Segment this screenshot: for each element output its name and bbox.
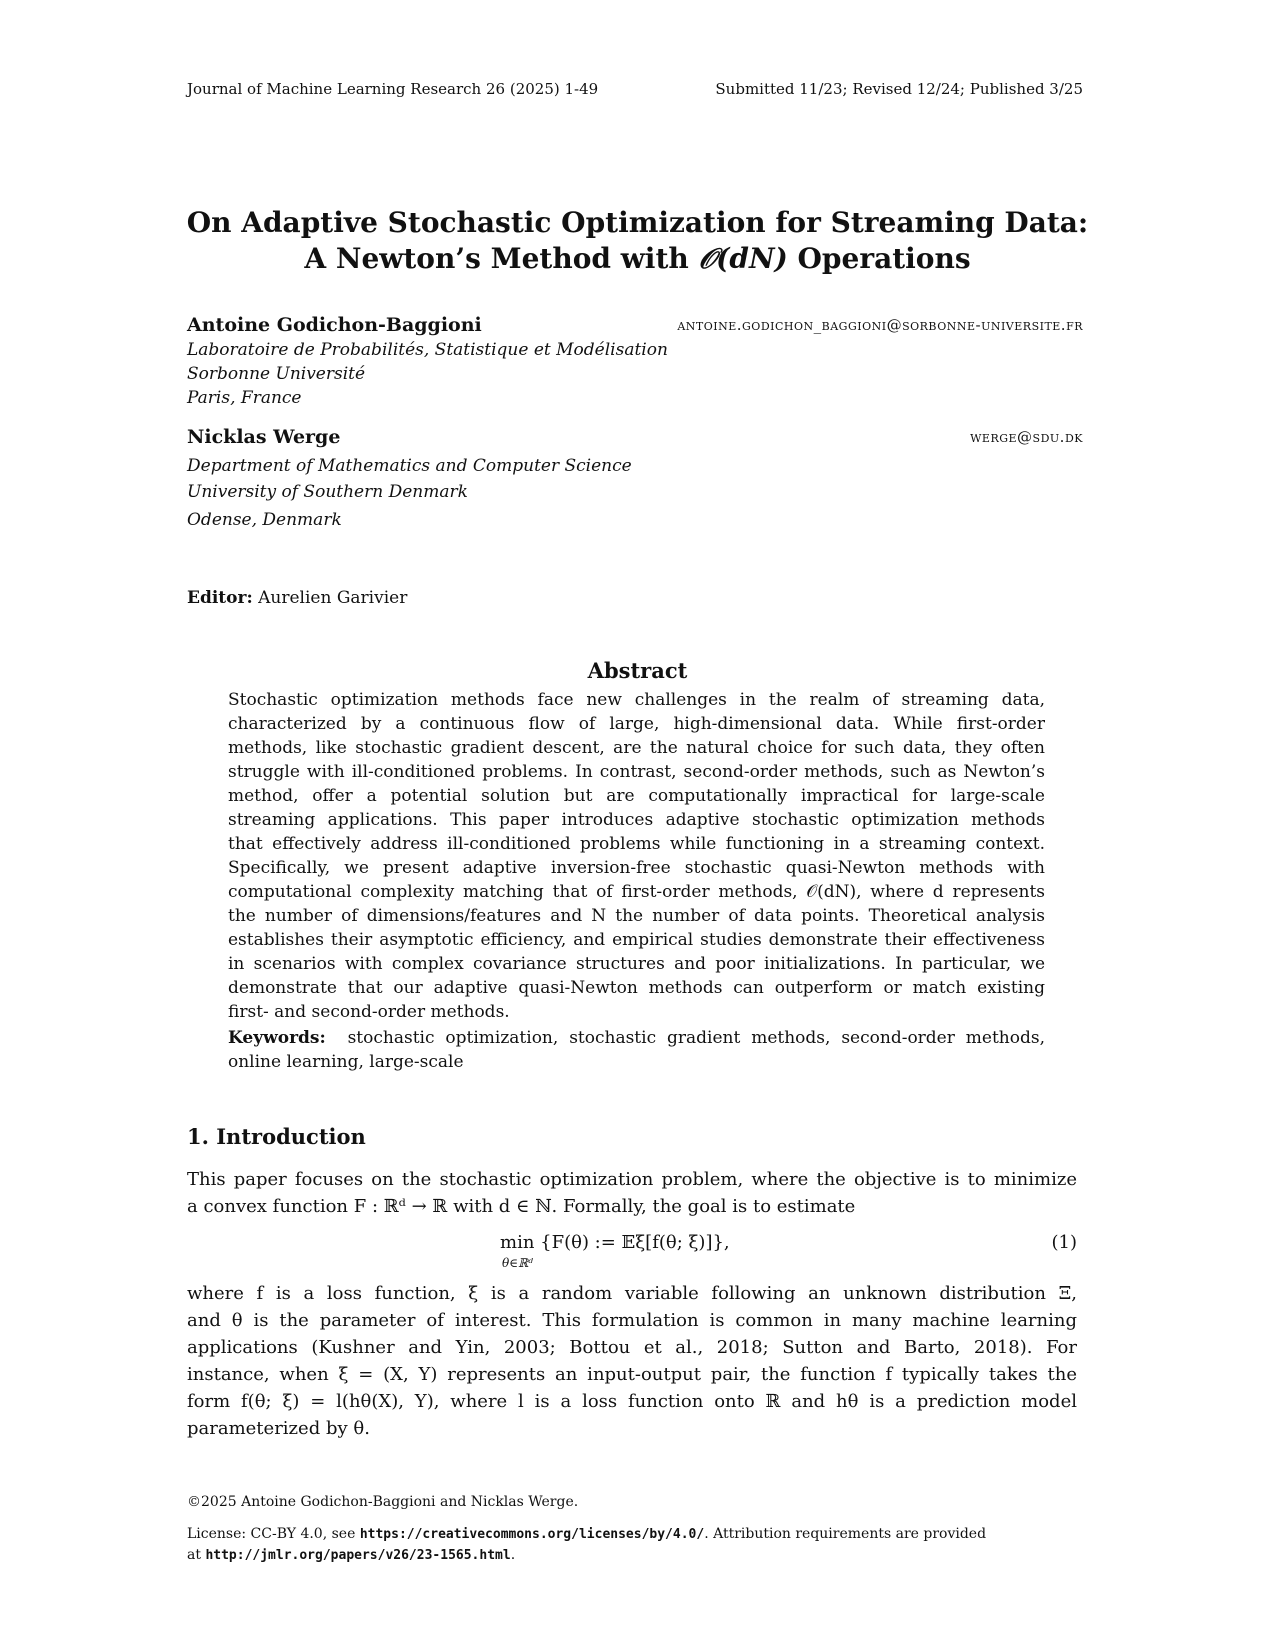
author-name-1: Antoine Godichon-Baggioni: [187, 314, 482, 336]
author-affiliation-2-line-2: University of Southern Denmark: [187, 482, 468, 502]
abstract-line: establishes their asymptotic efficiency, and empirical studies demonstrate their effectiveness: [228, 930, 1045, 950]
license-notice: License: CC-BY 4.0, see https://creativecommons.org/licenses/by/4.0/. Attribution requirements are provided at http://jmlr.org/papers/v26/23-1565.html.: [187, 1526, 987, 1563]
author-affiliation-1-line-3: Paris, France: [187, 388, 302, 408]
complexity-notation: 𝒪(dN): [698, 242, 788, 275]
keywords-line-1: Keywords: stochastic optimization, stochastic gradient methods, second-order methods,: [228, 1028, 1045, 1048]
abstract-line: methods, like stochastic gradient descent, are the natural choice for such data, they often: [228, 738, 1045, 758]
copyright-notice: ©2025 Antoine Godichon-Baggioni and Nicklas Werge.: [187, 1494, 579, 1510]
abstract-line: first- and second-order methods.: [228, 1002, 510, 1022]
body-line: This paper focuses on the stochastic optimization problem, where the objective is to minimize: [187, 1169, 1077, 1190]
abstract-line: demonstrate that our adaptive quasi-Newton methods can outperform or match existing: [228, 978, 1045, 998]
abstract-line: Specifically, we present adaptive inversion-free stochastic quasi-Newton methods with: [228, 858, 1045, 878]
license-link[interactable]: https://creativecommons.org/licenses/by/4.0/: [359, 1527, 705, 1542]
editor-line: [187, 588, 407, 608]
paper-title-line-1: On Adaptive Stochastic Optimization for Streaming Data:: [186, 206, 1089, 239]
author-email-1[interactable]: antoine.godichon_baggioni@sorbonne-universite.fr: [677, 316, 1083, 334]
author-affiliation-1-line-2: Sorbonne Université: [187, 364, 366, 384]
body-line: form f(θ; ξ) = l(hθ(X), Y), where l is a loss function onto ℝ and hθ is a prediction model: [187, 1391, 1077, 1412]
body-line: instance, when ξ = (X, Y) represents an input-output pair, the function f typically takes the: [187, 1364, 1077, 1385]
abstract-line: Stochastic optimization methods face new challenges in the realm of streaming data,: [228, 690, 1045, 710]
author-affiliation-2-line-1: Department of Mathematics and Computer Science: [187, 456, 632, 476]
abstract-line: the number of dimensions/features and N the number of data points. Theoretical analysis: [228, 906, 1045, 926]
keywords-label: Keywords:: [228, 1028, 326, 1048]
journal-header: Journal of Machine Learning Research 26 (2025) 1-49: [187, 80, 599, 98]
author-name-2: Nicklas Werge: [187, 426, 341, 448]
body-line: applications (Kushner and Yin, 2003; Bottou et al., 2018; Sutton and Barto, 2018). For: [187, 1337, 1077, 1358]
body-line: where f is a loss function, ξ is a random variable following an unknown distribution Ξ,: [187, 1283, 1077, 1304]
editor-label: Editor:: [187, 588, 253, 608]
section-heading-introduction: 1. Introduction: [187, 1124, 366, 1149]
keywords-line-2: online learning, large-scale: [228, 1052, 464, 1072]
paper-link[interactable]: http://jmlr.org/papers/v26/23-1565.html: [205, 1548, 511, 1563]
author-affiliation-1-line-1: Laboratoire de Probabilités, Statistique et Modélisation: [187, 340, 668, 360]
abstract-line: method, offer a potential solution but are computationally impractical for large-scale: [228, 786, 1045, 806]
abstract-heading: Abstract: [587, 658, 688, 683]
equation-subscript: θ∈ℝᵈ: [502, 1256, 533, 1270]
abstract-line: streaming applications. This paper introduces adaptive stochastic optimization methods: [228, 810, 1045, 830]
body-line: a convex function F : ℝᵈ → ℝ with d ∈ ℕ. Formally, the goal is to estimate: [187, 1196, 856, 1217]
body-line: parameterized by θ.: [187, 1418, 370, 1439]
equation-number: (1): [1051, 1232, 1077, 1253]
editor-name: Aurelien Garivier: [258, 588, 408, 608]
author-affiliation-2-line-3: Odense, Denmark: [187, 510, 342, 530]
body-line: and θ is the parameter of interest. This formulation is common in many machine learning: [187, 1310, 1077, 1331]
abstract-line: computational complexity matching that of first-order methods, 𝒪(dN), where d represents: [228, 882, 1045, 902]
abstract-line: struggle with ill-conditioned problems. In contrast, second-order methods, such as Newton’s: [228, 762, 1045, 782]
abstract-line: characterized by a continuous flow of large, high-dimensional data. While first-order: [228, 714, 1045, 734]
submission-dates: Submitted 11/23; Revised 12/24; Published 3/25: [715, 80, 1083, 98]
equation-1: min {F(θ) := 𝔼ξ[f(θ; ξ)]}, θ∈ℝᵈ: [500, 1232, 730, 1270]
author-email-2[interactable]: werge@sdu.dk: [970, 428, 1083, 446]
paper-title-line-2: A Newton’s Method with 𝒪(dN) Operations: [304, 242, 971, 275]
abstract-line: that effectively address ill-conditioned problems while functioning in a streaming context.: [228, 834, 1045, 854]
abstract-line: in scenarios with complex covariance structures and poor initializations. In particular, we: [228, 954, 1045, 974]
